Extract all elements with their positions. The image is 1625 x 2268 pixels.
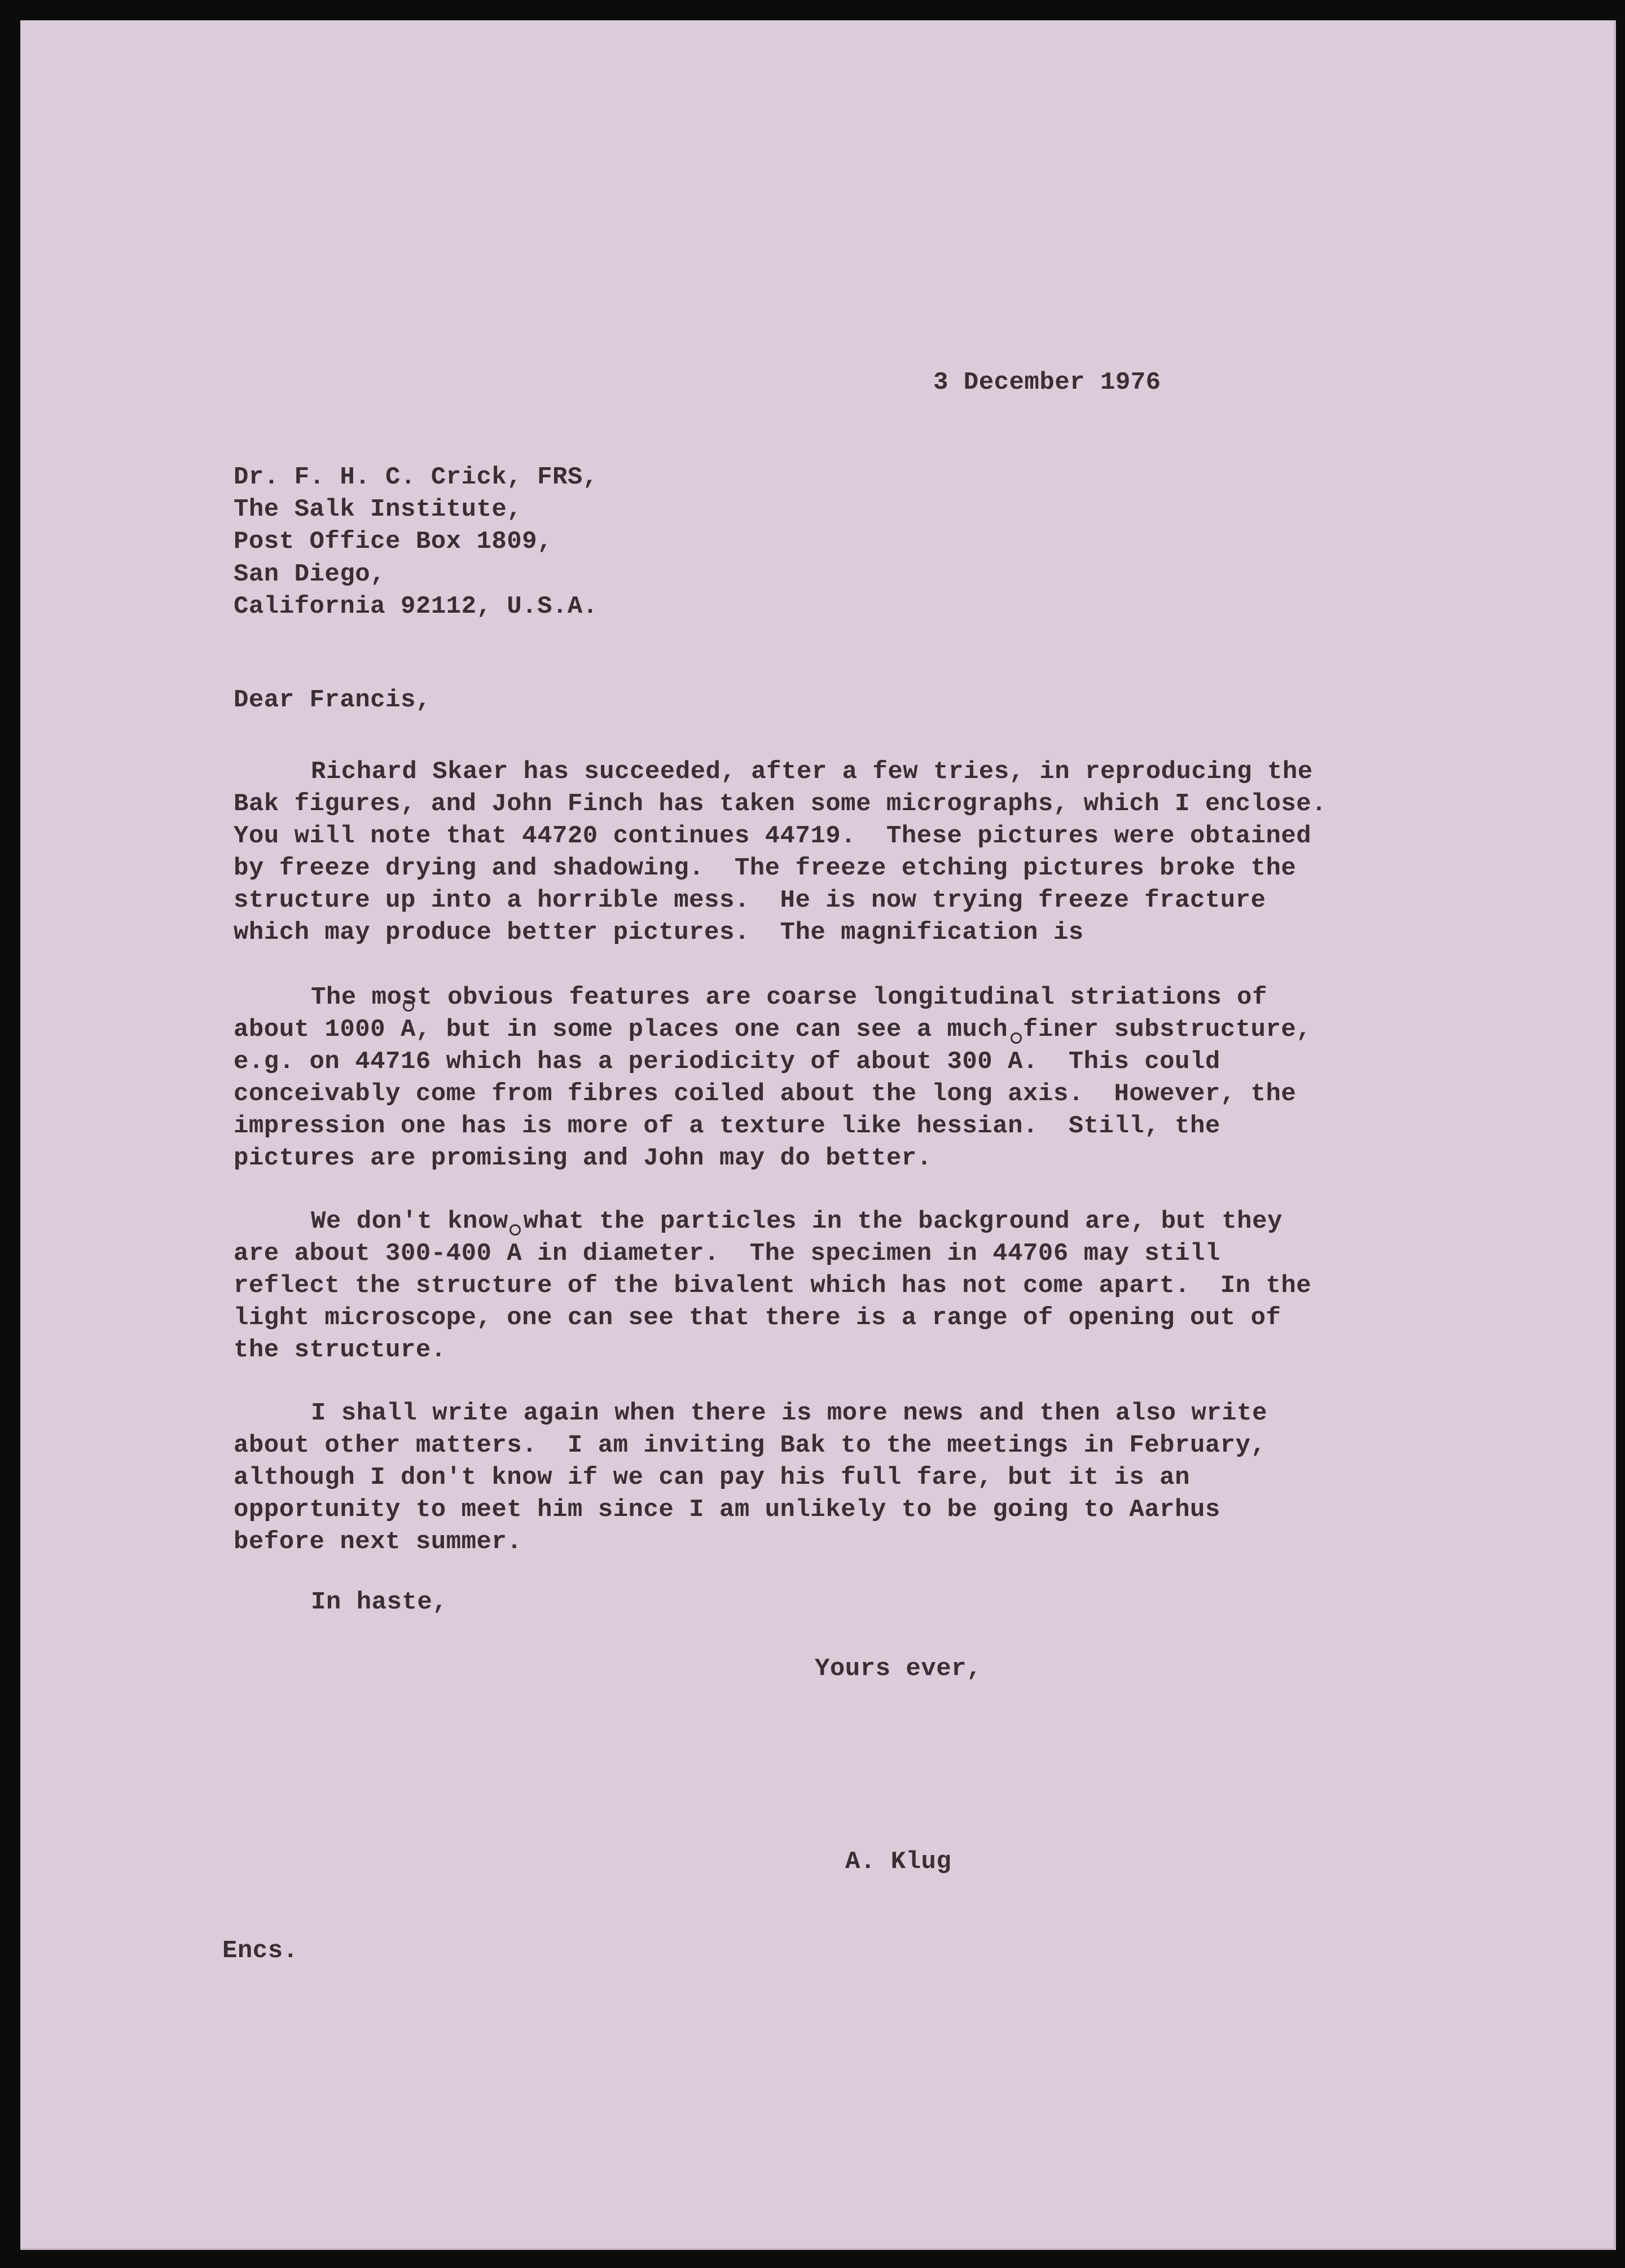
address-line: California 92112, U.S.A. [234,592,598,621]
letter-page [20,20,1616,2250]
salutation: Dear Francis, [234,686,431,714]
letter-date: 3 December 1976 [933,368,1161,397]
body-line: impression one has is more of a texture like hessian. Still, the [234,1112,1220,1140]
body-line: Richard Skaer has succeeded, after a few tries, in reproducing the [311,758,1313,786]
body-line: about other matters. I am inviting Bak to the meetings in February, [234,1431,1266,1460]
body-line: You will note that 44720 continues 44719. These pictures were obtained [234,822,1312,850]
body-line: I shall write again when there is more news and then also write [311,1399,1267,1427]
body-line: Bak figures, and John Finch has taken some micrographs, which I enclose. [234,790,1327,818]
body-line: conceivably come from fibres coiled about the long axis. However, the [234,1080,1297,1108]
address-line: Post Office Box 1809, [234,528,552,556]
address-line: The Salk Institute, [234,495,522,524]
address-line: Dr. F. H. C. Crick, FRS, [234,463,598,491]
body-line: which may produce better pictures. The magnification is [234,918,1084,947]
body-line: The most obvious features are coarse longitudinal striations of [311,983,1267,1012]
body-line: e.g. on 44716 which has a periodicity of about 300 A. This could [234,1048,1220,1076]
body-line: are about 300-400 A in diameter. The specimen in 44706 may still [234,1240,1220,1268]
body-line: although I don't know if we can pay his full fare, but it is an [234,1463,1190,1492]
body-line: light microscope, one can see that there is a range of opening out of [234,1304,1281,1332]
body-line: reflect the structure of the bivalent which has not come apart. In the [234,1272,1312,1300]
body-line: about 1000 A, but in some places one can see a much finer substructure, [234,1016,1312,1044]
body-line: pictures are promising and John may do better. [234,1144,932,1172]
body-line: before next summer. [234,1528,522,1556]
valediction: Yours ever, [815,1655,982,1683]
body-line: We don't know what the particles in the background are, but they [311,1207,1283,1236]
signature-name: A. Klug [845,1848,952,1876]
body-line: structure up into a horrible mess. He is now trying freeze fracture [234,886,1266,915]
enclosures-note: Encs. [222,1937,298,1965]
address-line: San Diego, [234,560,386,588]
body-line: opportunity to meet him since I am unlikely to be going to Aarhus [234,1496,1220,1524]
body-line: by freeze drying and shadowing. The freeze etching pictures broke the [234,854,1297,882]
closing-phrase: In haste, [311,1588,448,1616]
body-line: the structure. [234,1336,446,1364]
